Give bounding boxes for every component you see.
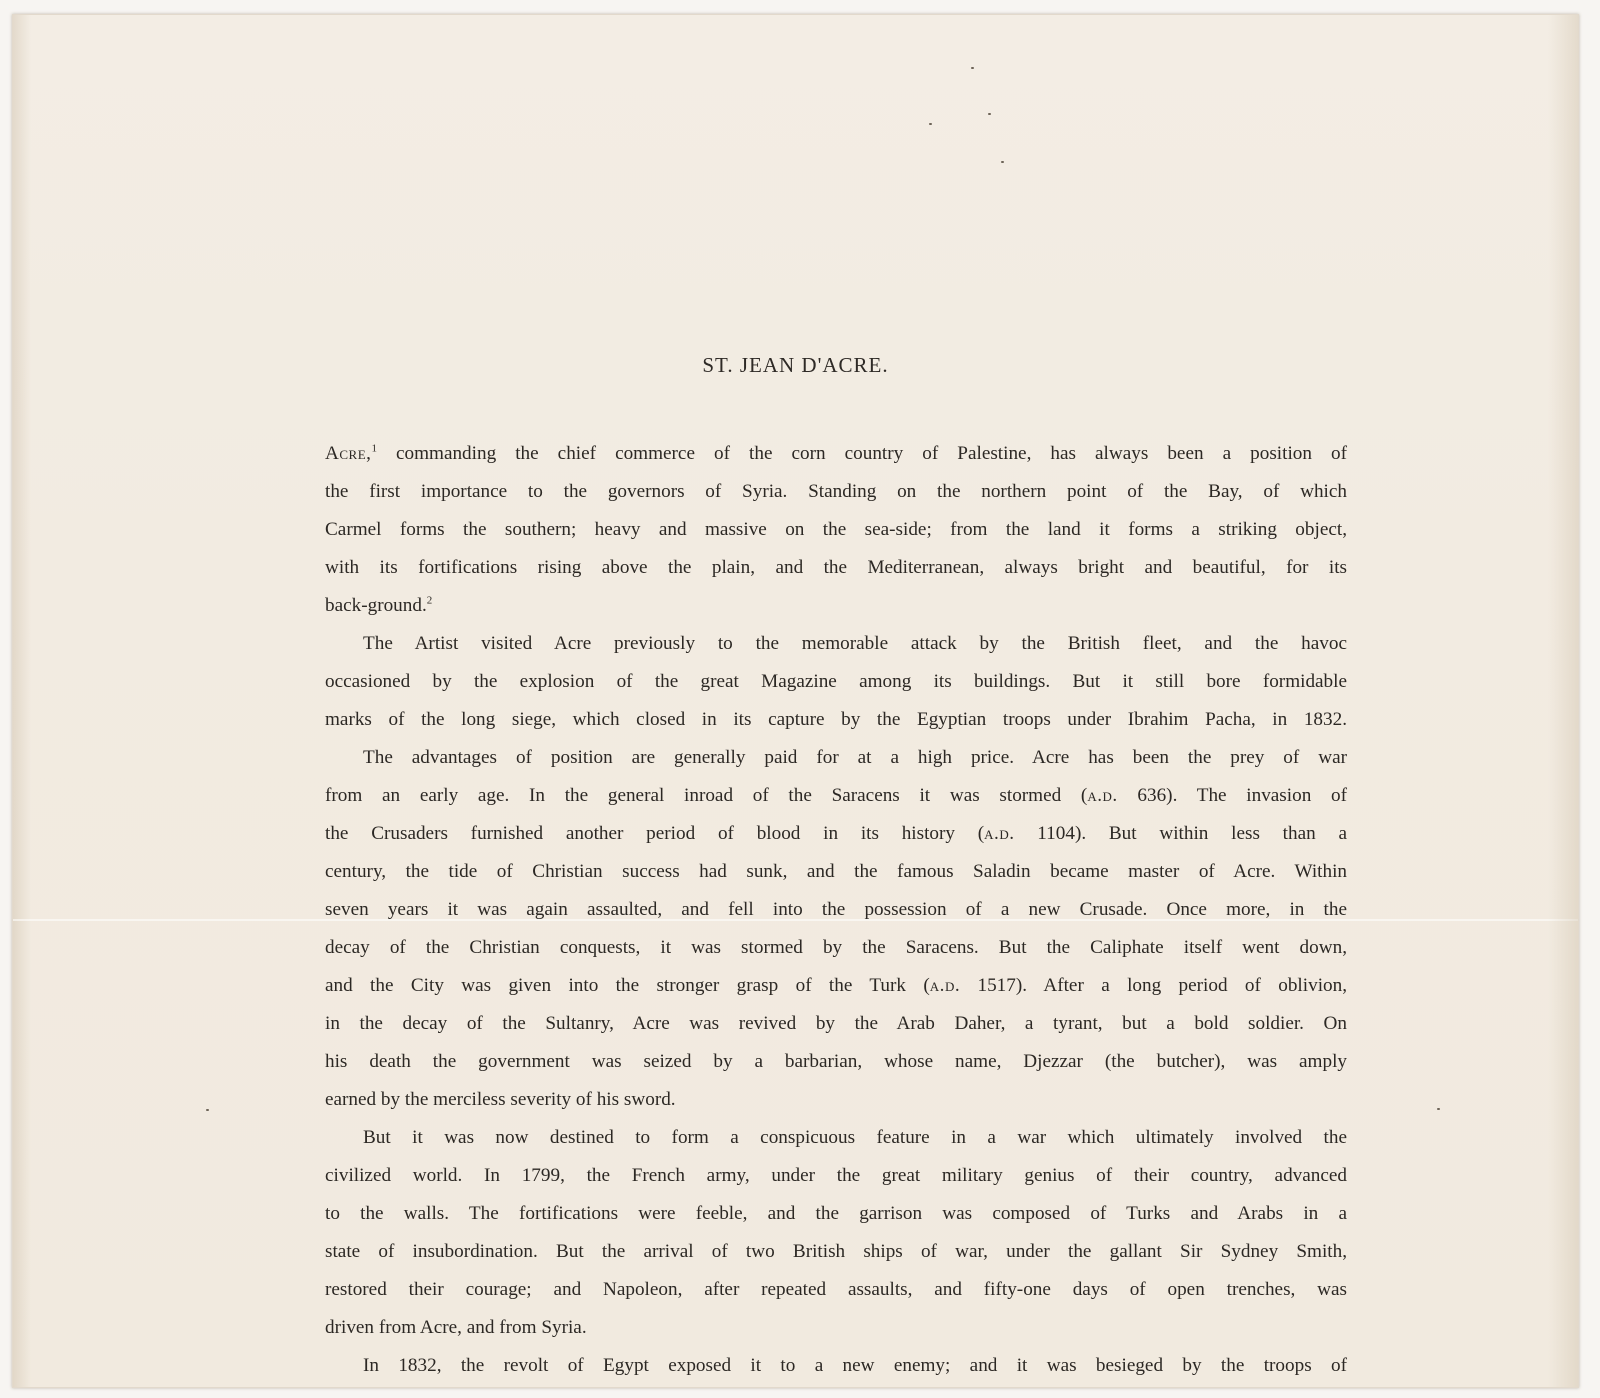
paragraph-5 — [325, 1347, 1347, 1385]
text-line — [325, 587, 1347, 625]
date-abbreviation: a.d. — [1087, 785, 1118, 806]
line-text: commanding the chief commerce of the corn country of Palestine, has always been a position of — [395, 443, 1348, 464]
text-line: and the City was given into the stronger grasp of the Turk (a.d. 1517). After a long period of oblivion, — [325, 975, 1348, 996]
date-abbreviation: a.d. — [984, 823, 1015, 844]
paper-speck — [929, 123, 932, 125]
text-line: But it was now destined to form a conspicuous feature in a war which ultimately involved the — [363, 1127, 1347, 1148]
page-sheet — [12, 14, 1579, 1388]
paper-speck — [206, 1109, 209, 1111]
paper-speck — [1437, 1108, 1440, 1110]
paragraph-2 — [325, 625, 1347, 739]
line-text: back-ground. — [325, 595, 427, 616]
text-line: with its fortifications rising above the plain, and the Mediterranean, always bright and beautiful, for its — [325, 557, 1347, 578]
text-line: Carmel forms the southern; heavy and massive on the sea-side; from the land it forms a striking object, — [325, 519, 1347, 540]
text-line: his death the government was seized by a barbarian, whose name, Djezzar (the butcher), was amply — [325, 1051, 1347, 1072]
text-line: marks of the long siege, which closed in its capture by the Egyptian troops under Ibrahim Pacha, in 1832. — [325, 709, 1347, 730]
text-line: driven from Acre, and from Syria. — [325, 1317, 587, 1338]
footnote-ref: 1 — [371, 442, 377, 455]
text-line: seven years it was again assaulted, and fell into the possession of a new Crusade. Once more, in the — [325, 899, 1347, 920]
paper-speck — [988, 113, 991, 115]
paragraph-1 — [325, 435, 1347, 625]
article-body — [325, 435, 1347, 1385]
text-line: decay of the Christian conquests, it was stormed by the Saracens. But the Caliphate itself went down, — [325, 937, 1347, 958]
text-line — [325, 435, 1347, 473]
page-title: ST. JEAN D'ACRE. — [702, 353, 889, 377]
text-line: century, the tide of Christian success had sunk, and the famous Saladin became master of Acre. Within — [325, 861, 1347, 882]
paper-speck — [1001, 161, 1004, 163]
text-line: the first importance to the governors of Syria. Standing on the northern point of the Bay, of which — [325, 481, 1347, 502]
text-line: restored their courage; and Napoleon, after repeated assaults, and fifty-one days of open trenches, was — [325, 1279, 1347, 1300]
text-line: from an early age. In the general inroad of the Saracens it was stormed (a.d. 636). The invasion of — [325, 785, 1347, 806]
text-line: The advantages of position are generally paid for at a high price. Acre has been the prey of war — [363, 747, 1347, 768]
footnote-ref: 2 — [426, 594, 433, 607]
text-line: occasioned by the explosion of the great Magazine among its buildings. But it still bore formidable — [325, 671, 1347, 692]
text-line: the Crusaders furnished another period of blood in its history (a.d. 1104). But within less than a — [325, 823, 1347, 844]
text-line: in the decay of the Sultanry, Acre was revived by the Arab Daher, a tyrant, but a bold soldier. On — [325, 1013, 1347, 1034]
text-line: state of insubordination. But the arrival of two British ships of war, under the gallant Sir Sydney Smith, — [325, 1241, 1347, 1262]
text-line: The Artist visited Acre previously to the memorable attack by the British fleet, and the havoc — [363, 633, 1347, 654]
paragraph-4 — [325, 1119, 1347, 1347]
lead-word: Acre, — [325, 443, 372, 464]
text-line: civilized world. In 1799, the French army, under the great military genius of their country, advanced — [325, 1165, 1347, 1186]
paragraph-3 — [325, 739, 1347, 1119]
date-abbreviation: a.d. — [929, 975, 961, 996]
text-line: to the walls. The fortifications were feeble, and the garrison was composed of Turks and Arabs in a — [325, 1203, 1347, 1224]
text-line: In 1832, the revolt of Egypt exposed it to a new enemy; and it was besieged by the troops of — [363, 1355, 1347, 1376]
text-line: earned by the merciless severity of his sword. — [325, 1089, 676, 1110]
paper-speck — [971, 67, 974, 69]
